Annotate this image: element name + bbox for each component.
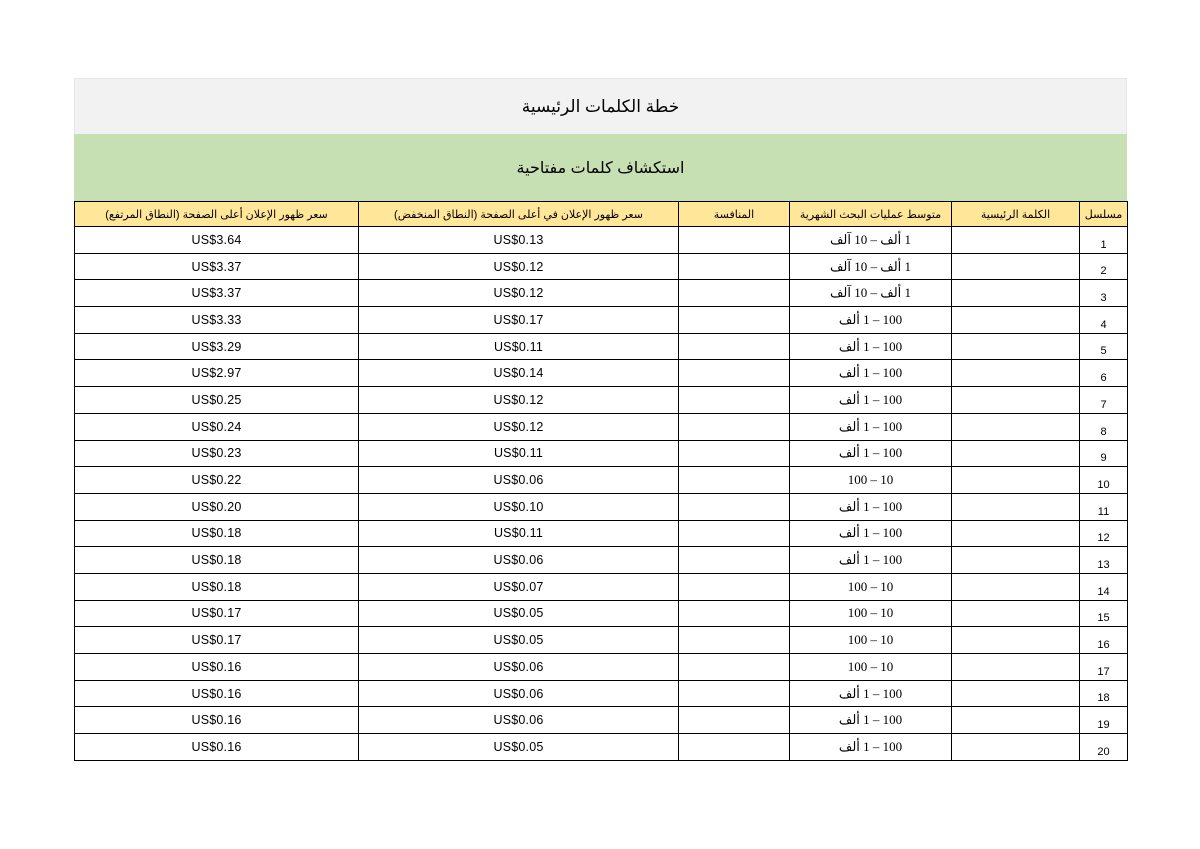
table-row (75, 680, 1128, 707)
cell-high-bid: US$3.64 (75, 227, 359, 254)
header-serial: مسلسل (1080, 202, 1128, 227)
cell-competition (679, 654, 790, 681)
cell-serial: 17 (1080, 654, 1128, 681)
cell-serial: 12 (1080, 520, 1128, 547)
table-header-row (75, 202, 1128, 227)
cell-avg-searches: 100 – 1 ألف (790, 307, 952, 334)
cell-avg-searches: 10 – 100 (790, 600, 952, 627)
cell-keyword (952, 253, 1080, 280)
cell-low-bid: US$0.12 (359, 387, 679, 414)
section-title: استكشاف كلمات مفتاحية (516, 159, 685, 177)
cell-avg-searches: 10 – 100 (790, 573, 952, 600)
cell-low-bid: US$0.14 (359, 360, 679, 387)
cell-serial: 2 (1080, 253, 1128, 280)
cell-competition (679, 360, 790, 387)
cell-avg-searches: 100 – 1 ألف (790, 387, 952, 414)
cell-serial: 11 (1080, 493, 1128, 520)
cell-low-bid: US$0.11 (359, 333, 679, 360)
header-high-bid: سعر ظهور الإعلان أعلى الصفحة (النطاق المرتفع) (75, 202, 359, 227)
table-body (75, 227, 1128, 761)
document-title: خطة الكلمات الرئيسية (521, 96, 680, 116)
cell-avg-searches: 1 ألف – 10 آلف (790, 227, 952, 254)
cell-high-bid: US$3.37 (75, 253, 359, 280)
cell-low-bid: US$0.06 (359, 654, 679, 681)
cell-competition (679, 227, 790, 254)
header-keyword: الكلمة الرئيسية (952, 202, 1080, 227)
cell-high-bid: US$0.16 (75, 734, 359, 761)
cell-low-bid: US$0.10 (359, 493, 679, 520)
cell-high-bid: US$0.22 (75, 467, 359, 494)
table-row (75, 333, 1128, 360)
cell-serial: 1 (1080, 227, 1128, 254)
cell-keyword (952, 333, 1080, 360)
cell-avg-searches: 100 – 1 ألف (790, 360, 952, 387)
cell-avg-searches: 1 ألف – 10 آلف (790, 280, 952, 307)
table-row (75, 280, 1128, 307)
cell-competition (679, 734, 790, 761)
cell-serial: 3 (1080, 280, 1128, 307)
cell-low-bid: US$0.13 (359, 227, 679, 254)
table-row (75, 440, 1128, 467)
cell-avg-searches: 100 – 1 ألف (790, 333, 952, 360)
cell-high-bid: US$0.16 (75, 707, 359, 734)
keyword-table (74, 201, 1128, 761)
cell-high-bid: US$0.24 (75, 413, 359, 440)
section-title-band (74, 134, 1127, 201)
cell-keyword (952, 520, 1080, 547)
cell-high-bid: US$0.20 (75, 493, 359, 520)
cell-keyword (952, 227, 1080, 254)
cell-competition (679, 467, 790, 494)
table-row (75, 600, 1128, 627)
cell-competition (679, 600, 790, 627)
cell-avg-searches: 100 – 1 ألف (790, 440, 952, 467)
cell-keyword (952, 627, 1080, 654)
cell-high-bid: US$0.16 (75, 680, 359, 707)
cell-avg-searches: 1 ألف – 10 آلف (790, 253, 952, 280)
cell-serial: 8 (1080, 413, 1128, 440)
table-row (75, 734, 1128, 761)
cell-high-bid: US$3.33 (75, 307, 359, 334)
cell-low-bid: US$0.07 (359, 573, 679, 600)
cell-competition (679, 680, 790, 707)
table-row (75, 360, 1128, 387)
cell-high-bid: US$0.17 (75, 627, 359, 654)
cell-keyword (952, 707, 1080, 734)
table-row (75, 520, 1128, 547)
cell-low-bid: US$0.12 (359, 253, 679, 280)
cell-competition (679, 520, 790, 547)
cell-keyword (952, 280, 1080, 307)
table-row (75, 707, 1128, 734)
cell-serial: 18 (1080, 680, 1128, 707)
cell-avg-searches: 100 – 1 ألف (790, 493, 952, 520)
cell-keyword (952, 413, 1080, 440)
cell-low-bid: US$0.11 (359, 520, 679, 547)
cell-low-bid: US$0.05 (359, 627, 679, 654)
cell-high-bid: US$0.18 (75, 573, 359, 600)
cell-competition (679, 307, 790, 334)
cell-high-bid: US$0.18 (75, 547, 359, 574)
cell-high-bid: US$0.16 (75, 654, 359, 681)
cell-competition (679, 333, 790, 360)
header-low-bid: سعر ظهور الإعلان في أعلى الصفحة (النطاق المنخفض) (359, 202, 679, 227)
cell-keyword (952, 573, 1080, 600)
header-avg-searches: متوسط عمليات البحث الشهرية (790, 202, 952, 227)
cell-keyword (952, 680, 1080, 707)
table-row (75, 227, 1128, 254)
table-row (75, 547, 1128, 574)
cell-low-bid: US$0.05 (359, 734, 679, 761)
cell-low-bid: US$0.17 (359, 307, 679, 334)
cell-competition (679, 413, 790, 440)
cell-serial: 10 (1080, 467, 1128, 494)
cell-serial: 19 (1080, 707, 1128, 734)
cell-competition (679, 627, 790, 654)
cell-high-bid: US$3.37 (75, 280, 359, 307)
cell-high-bid: US$2.97 (75, 360, 359, 387)
table-row (75, 627, 1128, 654)
cell-keyword (952, 307, 1080, 334)
cell-high-bid: US$0.18 (75, 520, 359, 547)
cell-keyword (952, 467, 1080, 494)
cell-low-bid: US$0.12 (359, 280, 679, 307)
cell-competition (679, 493, 790, 520)
cell-serial: 5 (1080, 333, 1128, 360)
cell-avg-searches: 10 – 100 (790, 627, 952, 654)
cell-avg-searches: 100 – 1 ألف (790, 520, 952, 547)
cell-low-bid: US$0.11 (359, 440, 679, 467)
header-competition: المنافسة (679, 202, 790, 227)
cell-competition (679, 387, 790, 414)
cell-low-bid: US$0.06 (359, 707, 679, 734)
cell-competition (679, 573, 790, 600)
cell-avg-searches: 100 – 1 ألف (790, 734, 952, 761)
cell-low-bid: US$0.06 (359, 680, 679, 707)
cell-low-bid: US$0.06 (359, 467, 679, 494)
cell-avg-searches: 100 – 1 ألف (790, 707, 952, 734)
cell-serial: 7 (1080, 387, 1128, 414)
cell-serial: 6 (1080, 360, 1128, 387)
cell-competition (679, 547, 790, 574)
cell-low-bid: US$0.12 (359, 413, 679, 440)
keyword-plan-sheet (74, 78, 1127, 761)
document-title-band (74, 78, 1127, 134)
cell-keyword (952, 734, 1080, 761)
cell-serial: 20 (1080, 734, 1128, 761)
cell-competition (679, 440, 790, 467)
cell-low-bid: US$0.05 (359, 600, 679, 627)
cell-keyword (952, 440, 1080, 467)
cell-competition (679, 707, 790, 734)
cell-serial: 4 (1080, 307, 1128, 334)
table-row (75, 654, 1128, 681)
cell-keyword (952, 360, 1080, 387)
cell-high-bid: US$0.17 (75, 600, 359, 627)
cell-serial: 16 (1080, 627, 1128, 654)
table-row (75, 307, 1128, 334)
cell-low-bid: US$0.06 (359, 547, 679, 574)
cell-serial: 14 (1080, 573, 1128, 600)
cell-competition (679, 253, 790, 280)
table-row (75, 573, 1128, 600)
cell-keyword (952, 493, 1080, 520)
cell-keyword (952, 387, 1080, 414)
cell-avg-searches: 10 – 100 (790, 654, 952, 681)
cell-keyword (952, 547, 1080, 574)
table-row (75, 387, 1128, 414)
cell-serial: 13 (1080, 547, 1128, 574)
cell-high-bid: US$0.23 (75, 440, 359, 467)
cell-high-bid: US$3.29 (75, 333, 359, 360)
cell-high-bid: US$0.25 (75, 387, 359, 414)
table-row (75, 413, 1128, 440)
cell-competition (679, 280, 790, 307)
cell-keyword (952, 600, 1080, 627)
cell-avg-searches: 100 – 1 ألف (790, 680, 952, 707)
cell-avg-searches: 100 – 1 ألف (790, 547, 952, 574)
cell-avg-searches: 100 – 1 ألف (790, 413, 952, 440)
cell-serial: 9 (1080, 440, 1128, 467)
table-row (75, 253, 1128, 280)
cell-keyword (952, 654, 1080, 681)
cell-serial: 15 (1080, 600, 1128, 627)
cell-avg-searches: 10 – 100 (790, 467, 952, 494)
table-row (75, 493, 1128, 520)
table-row (75, 467, 1128, 494)
